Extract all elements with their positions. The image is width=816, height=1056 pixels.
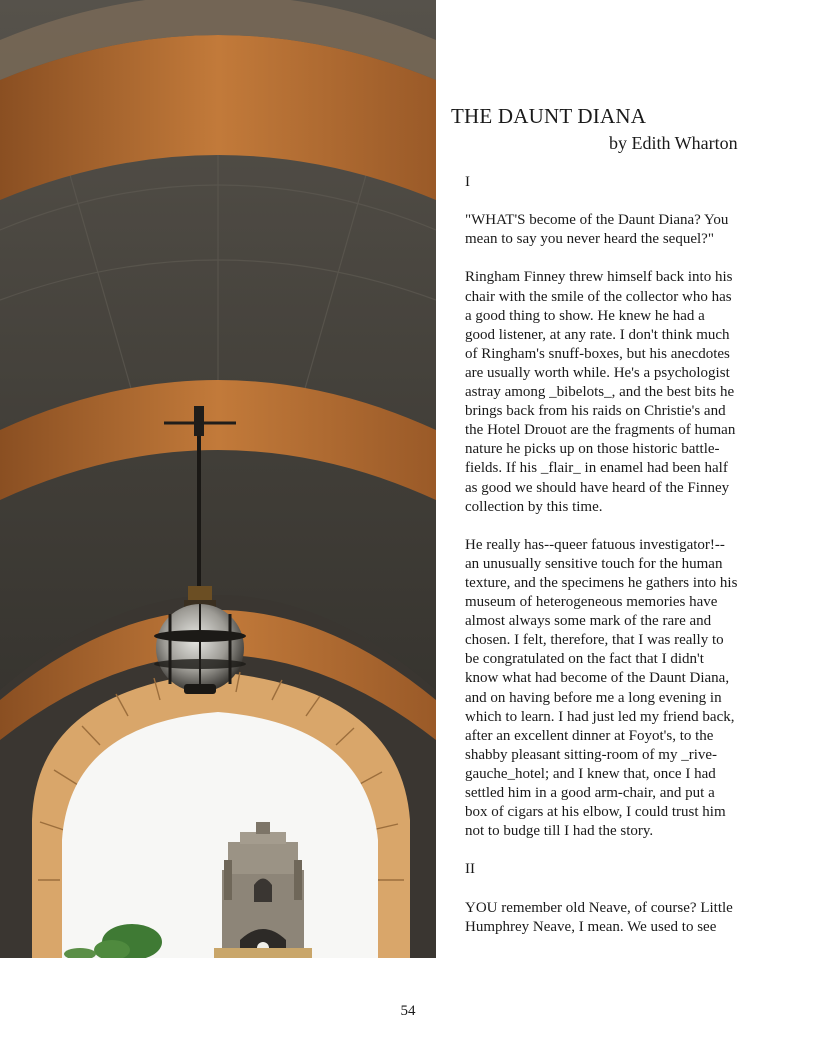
text-line: box of cigars at his elbow, I could trust him (465, 804, 726, 821)
text-line: after an excellent dinner at Foyot's, to the (465, 727, 714, 744)
text-line: texture, and the specimens he gathers into his (465, 574, 738, 591)
section-heading-two: II (465, 861, 475, 878)
text-line: good listener, at any rate. I don't think much (465, 326, 730, 343)
text-line: an unusually sensitive touch for the human (465, 555, 723, 572)
text-line: the Hotel Drouot are the fragments of human (465, 422, 736, 439)
section-heading-one: I (465, 174, 470, 190)
paragraph (465, 268, 763, 516)
text-line: not to budge till I had the story. (465, 823, 654, 840)
paragraph (465, 211, 763, 249)
paragraph (465, 899, 763, 937)
text-line: shabby pleasant sitting-room of my _rive- (465, 746, 718, 763)
text-line: mean to say you never heard the sequel?" (465, 231, 714, 248)
text-line: of Ringham's snuff-boxes, but his anecdotes (465, 345, 730, 362)
text-line: YOU remember old Neave, of course? Little (465, 899, 733, 916)
text-line: fields. If his _flair_ in enamel had been half (465, 460, 728, 477)
text-line: brings back from his raids on Christie's and (465, 403, 726, 420)
text-line: Ringham Finney threw himself back into his (465, 269, 733, 286)
text-line: which to learn. I had just led my friend back, (465, 708, 735, 725)
text-line: museum of heterogeneous memories have (465, 594, 718, 611)
text-line: gauche_hotel; and I knew that, once I had (465, 765, 716, 782)
archway-illustration (0, 0, 436, 958)
page-number: 54 (400, 1003, 416, 1019)
text-line: collection by this time. (465, 498, 603, 515)
text-line: know what had become of the Daunt Diana, (465, 670, 730, 687)
distant-tower (214, 822, 312, 958)
text-line: chair with the smile of the collector who has (465, 288, 732, 305)
text-line: settled him in a good arm-chair, and put a (465, 785, 715, 801)
author-byline: by Edith Wharton (609, 133, 738, 153)
text-line: as good we should have heard of the Finney (465, 479, 730, 496)
text-line: be congratulated on the fact that I didn't (465, 651, 704, 668)
text-line: almost always some mark of the rare and (465, 613, 712, 630)
cover-photo (0, 0, 436, 958)
text-line: "WHAT'S become of the Daunt Diana? You (465, 212, 729, 229)
text-line: a good thing to show. He knew he had a (465, 307, 705, 324)
text-line: astray among _bibelots_, and the best bits he (465, 384, 735, 401)
text-line: nature he picks up on those historic battle- (465, 441, 720, 458)
text-line: Humphrey Neave, I mean. We used to see (465, 918, 717, 935)
sky-opening (62, 712, 378, 958)
paragraph (465, 536, 763, 842)
text-line: He really has--queer fatuous investigator!-- (465, 536, 725, 553)
story-body (465, 173, 763, 956)
story-title: THE DAUNT DIANA (451, 104, 647, 128)
text-line: are usually worth while. He's a psychologist (465, 364, 730, 381)
text-line: and on having before me a long evening in (465, 689, 722, 706)
text-line: chosen. I felt, therefore, that I was really to (465, 632, 724, 649)
